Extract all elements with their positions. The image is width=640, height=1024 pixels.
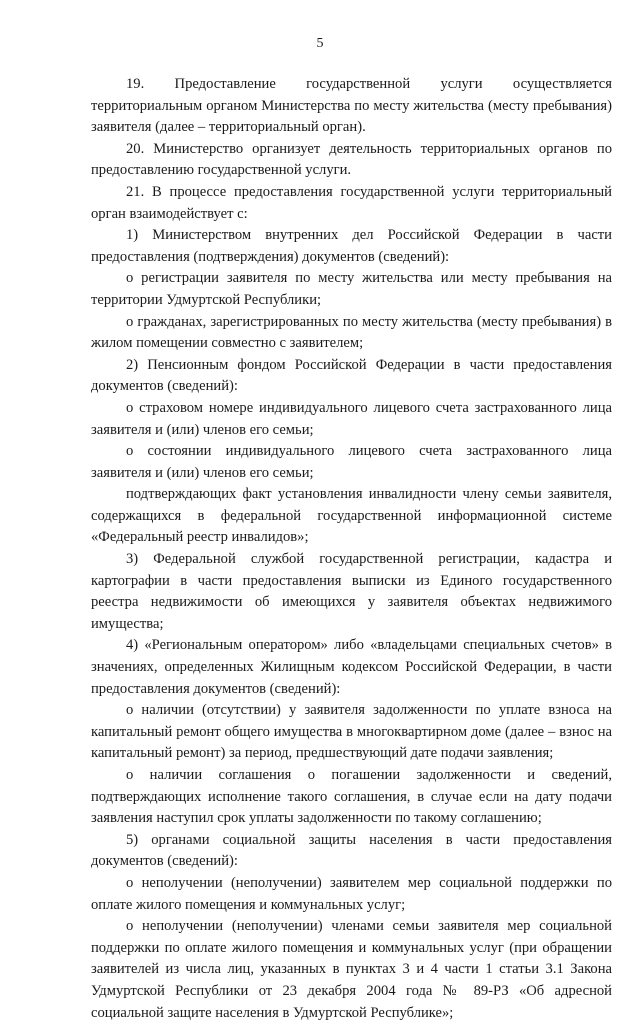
paragraph-21: 21. В процессе предоставления государственной услуги территориальный орган взаимодействует с: — [91, 183, 612, 222]
item-2-insurance-number: о страховом номере индивидуального лицевого счета застрахованного лица заявителя и (или) членов его семьи; — [91, 399, 612, 438]
item-1-citizens: о гражданах, зарегистрированных по месту жительства (месту пребывания) в жилом помещении совместно с заявителем; — [91, 313, 612, 352]
paragraph-20: 20. Министерство организует деятельность территориальных органов по предоставлению государственной услуги. — [91, 140, 612, 179]
item-5-applicant-support: о неполучении (неполучении) заявителем мер социальной поддержки по оплате жилого помещения и коммунальных услуг; — [91, 874, 612, 913]
item-4-regional-operator: 4) «Региональным оператором» либо «владельцами специальных счетов» в значениях, определенных Жилищным кодексом Российской Федерации, в части предоставления документов (сведений): — [91, 637, 612, 697]
item-2-pension-fund: 2) Пенсионным фондом Российской Федерации в части предоставления документов (сведений): — [91, 356, 612, 395]
item-5-family-support: о неполучении (неполучении) членами семьи заявителя мер социальной поддержки по оплате жилого помещения и коммунальных услуг (при обращении заявителей из числа лиц, указанных в пунктах 3 и 4 части 1 статьи 3.1 Закона Удмуртской Республики от 23 декабря 2004 года № 89-РЗ «Об адресной социальной защите населения в Удмуртской Республике»; — [91, 918, 612, 1021]
item-2-account-state: о состоянии индивидуального лицевого счета застрахованного лица заявителя и (или) членов его семьи; — [91, 443, 612, 481]
item-5-social-protection: 5) органами социальной защиты населения в части предоставления документов (сведений): — [91, 831, 612, 870]
paragraph-19: 19. Предоставление государственной услуги осуществляется территориальным органом Министерства по месту жительства (месту пребывания) заявителя (далее – территориальный орган). — [91, 76, 612, 136]
item-1-registration: о регистрации заявителя по месту жительства или месту пребывания на территории Удмуртской Республики; — [91, 270, 612, 308]
item-1-mvd: 1) Министерством внутренних дел Российской Федерации в части предоставления (подтверждения) документов (сведений): — [91, 227, 612, 265]
item-4-agreement: о наличии соглашения о погашении задолженности и сведений, подтверждающих исполнение такого соглашения, в случае если на дату подачи заявления наступил срок уплаты задолженности по такому соглашению; — [91, 767, 612, 827]
item-3-rosreestr: 3) Федеральной службой государственной регистрации, кадастра и картографии в части предоставления выписки из Единого государственного реестра недвижимости об имеющихся у заявителя объектах недвижимого имущества; — [91, 551, 612, 632]
page-number: 5 — [316, 36, 324, 51]
item-2-disability: подтверждающих факт установления инвалидности члену семьи заявителя, содержащихся в федеральной государственной информационной системе «Федеральный реестр инвалидов»; — [91, 486, 612, 546]
document-body — [91, 74, 612, 1024]
item-4-debt: о наличии (отсутствии) у заявителя задолженности по уплате взноса на капитальный ремонт общего имущества в многоквартирном доме (далее – взнос на капитальный ремонт) за период, предшествующий дате подачи заявления; — [91, 702, 612, 762]
